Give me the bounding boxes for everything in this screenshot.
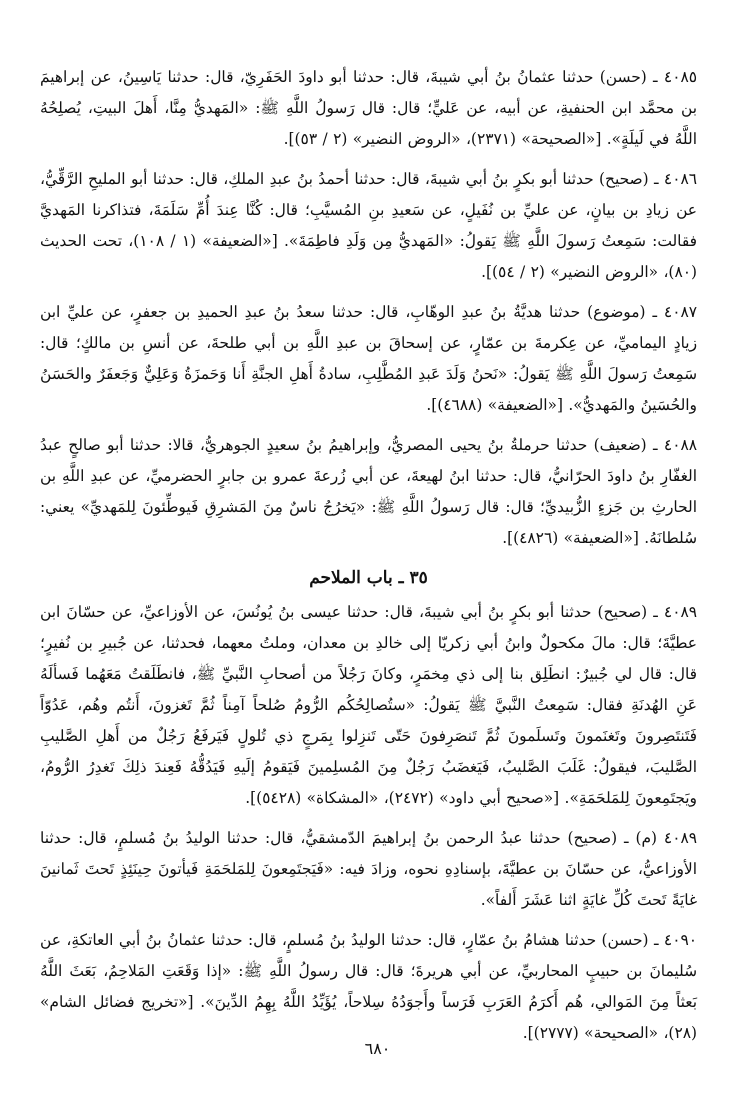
hadith-4088: ٤٠٨٨ ـ (ضعيف) حدثنا حرملةُ بنُ يحيى المصريُّ، وإبراهيمُ بنُ سعيدٍ الجوهريُّ، قالا: حدثنا أبو صالحٍ عبدُ الغفّارِ بنُ داودَ الحرّانيُّ، قال: حدثنا ابنُ لهيعةَ، عن أبي زُرعةَ عمرو بن جابرٍ الحضرميِّ، عن عبدِ اللَّهِ بن الحارثِ بن جَزءٍ الزُّبيديِّ؛ قال: قال رَسولُ اللَّهِ ﷺ: «يَخرُجُ ناسٌ مِنَ المَشرِقِ فَيوطِّئونَ لِلمَهديِّ» يعني: سُلطانَهُ. [«الضعيفة» (٤٨٢٦)]. (40, 436, 697, 547)
hadith-4085: ٤٠٨٥ ـ (حسن) حدثنا عثمانُ بنُ أبي شيبةَ، قال: حدثنا أبو داودَ الحَفَرِيّ، قال: حدثنا يَاسِينُ، عن إبراهيمَ بن محمَّد ابن الحنفيةِ، عن أبيه، عن عَليٍّ؛ قال: قال رَسولُ اللَّهِ ﷺ: «المَهديُّ مِنَّا، أَهلَ البيتِ، يُصلِحُهُ اللَّهُ في لَيلَةٍ». [«الصحيحة» (٢٣٧١)، «الروض النضير» (٢ / ٥٣)]. (40, 68, 697, 148)
hadith-4089-m: ٤٠٨٩ (م) ـ (صحيح) حدثنا عبدُ الرحمن بنُ إبراهيمَ الدّمشقيُّ، قال: حدثنا الوليدُ بنُ مُسلمٍ، قال: حدثنا الأوزاعيُّ، عن حسّانَ بن عطيَّةَ، بإسنادِهِ نحوه، وزادَ فيه: «فَيَجتَمِعونَ لِلمَلحَمَةِ فَيأتونَ حِينَئِذٍ تَحتَ ثَمانينَ غايَةً تَحتَ كُلِّ غايَةٍ اثنا عَشَرَ أَلفاً». (40, 829, 697, 909)
hadith-4090: ٤٠٩٠ ـ (حسن) حدثنا هشامُ بنُ عمّارٍ، قال: حدثنا الوليدُ بنُ مُسلمٍ، قال: حدثنا عثمانُ بنُ أبي العاتكةِ، عن سُليمانَ بن حبيبٍ المحاربيِّ، عن أبي هريرةَ؛ قال: قال رسولُ اللَّهِ ﷺ: «إذا وَقَعَتِ المَلاحِمُ، بَعَثَ اللَّهُ بَعثاً مِنَ المَوالي، هُم أَكرَمُ العَرَبِ فَرَساً وأَجوَدُهُ سِلاحاً، يُؤَيِّدُ اللَّهُ بِهِمُ الدِّينَ». [«تخريج فضائل الشام» (٢٨)، «الصحيحة» (٢٧٧٧)]. (40, 931, 697, 1042)
chapter-heading: ٣٥ ـ باب الملاحم (309, 568, 428, 588)
hadith-4089: ٤٠٨٩ ـ (صحيح) حدثنا أبو بكرٍ بنُ أبي شيبةَ، قال: حدثنا عيسى بنُ يُونُسَ، عن الأوزاعيِّ، عن حسّانَ ابن عطيَّةَ؛ قال: مالَ مكحولٌ وابنُ أبي زكريّا إلى خالدِ بن معدان، وملتُ معهما، فحدثنا، عن جُبيرِ بن نُفيرٍ؛ قال: قال لي جُبيرٌ: انطَلِق بنا إلى ذي مِخمَرٍ، وكانَ رَجُلاً من أصحابِ النَّبيِّ ﷺ، فانطَلَقتُ مَعَهُما فَسألَهُ عَنِ الهُدنَةِ فقال: سَمِعتُ النَّبيَّ ﷺ يَقولُ: «ستُصالِحُكُم الرُّومُ صُلحاً آمِناً ثُمَّ تَغزونَ، أَنتُم وهُم، عَدُوّاً فَتَنتَصِرونَ وتَغنَمونَ وتَسلَمونَ ثُمَّ تَنصَرِفونَ حَتّى تَنزِلوا بِمَرجٍ ذي تُلولٍ فَيَرفَعُ رَجُلٌ من أَهلِ الصَّليبِ الصَّليبَ، فيقولُ: غَلَبَ الصَّليبُ، فَيَغضَبُ رَجُلٌ مِنَ المُسلِمينَ فَيَقومُ إلَيهِ فَيَدُقُّهُ فَعِندَ ذلِكَ تَغدِرُ الرُّومُ، ويَجتَمِعونَ لِلمَلحَمَةِ». [«صحيح أبي داود» (٢٤٧٢)، «المشكاة» (٥٤٢٨)]. (40, 603, 697, 807)
hadith-4087: ٤٠٨٧ ـ (موضوع) حدثنا هديَّةُ بنُ عبدِ الوهّابِ، قال: حدثنا سعدُ بنُ عبدِ الحميدِ بن جعفرٍ، عن عليِّ ابن زيادٍ اليماميِّ، عن عِكرمةَ بن عمّارٍ، عن إسحاقَ بن عبدِ اللَّهِ بن أبي طلحةَ، عن أنسِ بن مالكٍ؛ قال: سَمِعتُ رَسولَ اللَّهِ ﷺ يَقولُ: «نَحنُ وَلَدَ عَبدِ المُطَّلِبِ، سادةُ أَهلِ الجنَّةِ أَنا وَحَمزَةُ وَعَلِيٌّ وَجَعفَرٌ والحَسَنُ والحُسَينُ والمَهديُّ». [«الضعيفة» (٤٦٨٨)]. (40, 303, 697, 414)
page-number: ٦٨٠ (364, 1039, 391, 1058)
hadith-4086: ٤٠٨٦ ـ (صحيح) حدثنا أبو بكرٍ بنُ أبي شيبةَ، قال: حدثنا أحمدُ بنُ عبدِ الملكِ، قال: حدثنا أبو المليحِ الرَّقِّيُّ، عن زيادِ بن بيانٍ، عن عليِّ بن نُفَيلٍ، عن سَعيدِ بنِ المُسيَّبِ؛ قال: كُنَّا عِندَ أُمِّ سَلَمَةَ، فتذاكرنا المَهديَّ فقالت: سَمِعتُ رَسولَ اللَّهِ ﷺ يَقولُ: «المَهديُّ مِن وَلَدِ فاطِمَةَ». [«الضعيفة» (١ / ١٠٨)، تحت الحديث (٨٠)، «الروض النضير» (٢ / ٥٤)]. (40, 170, 697, 281)
